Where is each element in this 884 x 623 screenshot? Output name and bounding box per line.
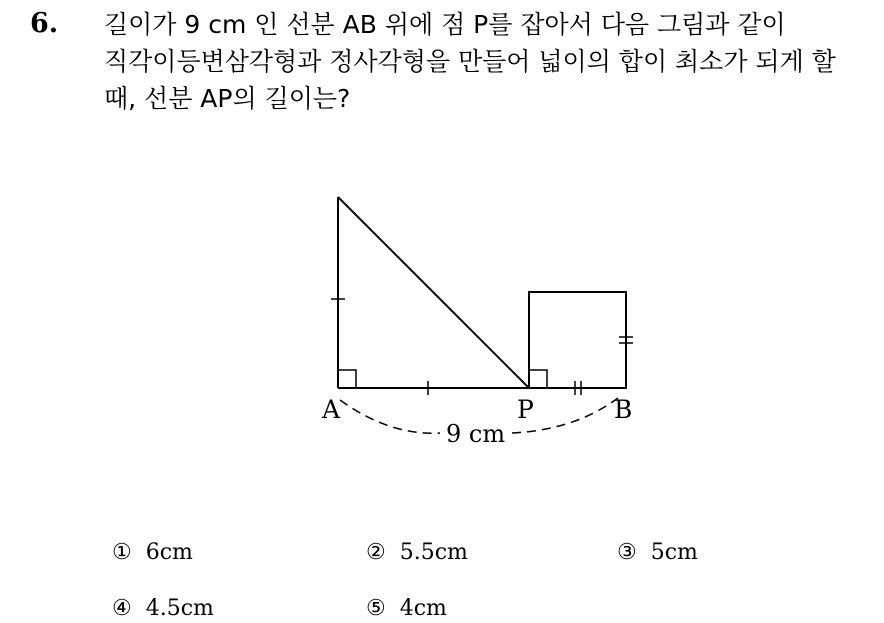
question-line-3: 때, 선분 AP의 길이는? <box>104 84 351 113</box>
choice-text: 4cm <box>399 596 447 621</box>
choice-4[interactable] <box>112 596 214 621</box>
question-number: 6. <box>30 8 59 39</box>
dimension-arc <box>340 400 440 433</box>
choice-2[interactable] <box>366 540 468 565</box>
choice-mark: ④ <box>112 596 132 621</box>
triangle-hypotenuse <box>338 197 529 388</box>
choice-1[interactable] <box>112 540 193 565</box>
square <box>529 292 626 388</box>
label-p: P <box>517 395 534 424</box>
choice-5[interactable] <box>366 596 447 621</box>
right-angle-mark-p <box>529 370 547 388</box>
choice-mark: ② <box>366 540 386 565</box>
choice-3[interactable] <box>617 540 698 565</box>
label-a: A <box>322 395 341 424</box>
choice-mark: ① <box>112 540 132 565</box>
choice-text: 5cm <box>650 540 698 565</box>
label-b: B <box>614 395 633 424</box>
right-angle-mark-a <box>338 370 356 388</box>
choice-text: 6cm <box>145 540 193 565</box>
choice-mark: ⑤ <box>366 596 386 621</box>
question-line-1: 길이가 9 cm 인 선분 AB 위에 점 P를 잡아서 다음 그림과 같이 <box>104 10 786 39</box>
choice-mark: ③ <box>617 540 637 565</box>
label-length: 9 cm <box>446 420 506 448</box>
question-line-2: 직각이등변삼각형과 정사각형을 만들어 넓이의 합이 최소가 되게 할 <box>104 47 836 76</box>
choice-text: 4.5cm <box>145 596 214 621</box>
choice-text: 5.5cm <box>399 540 468 565</box>
